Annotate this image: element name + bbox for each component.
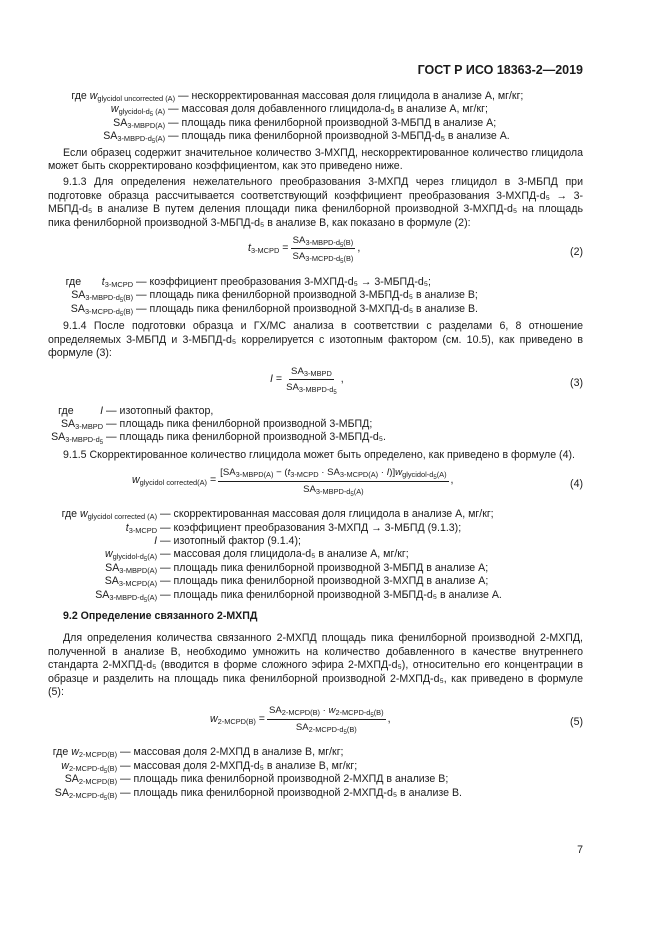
- paragraph: 9.1.5 Скорректированное количество глицидола может быть определено, как приведено в формуле (4).: [63, 448, 575, 461]
- equation-number: (3): [570, 376, 583, 389]
- definition-row: $t_{3-MCPD}$ — коэффициент преобразования 3-МХПД → 3-МБПД (9.1.3);: [125, 521, 462, 535]
- equation-number: (5): [570, 716, 583, 729]
- definition-row: $SA_{3-MBPD-d_5(B)}$ — площадь пика фенилборной производной 3-МБПД-d₅ в анализе В;: [71, 289, 478, 305]
- paragraph: Если образец содержит значительное количество 3-МХПД, нескорректированное количество глицидола может быть скорректировано коэффициентом, как это приведено ниже.: [48, 146, 583, 173]
- definition-row: $w_{glycidol-d_5 (A)}$ — массовая доля добавленного глицидола-$d_5$ в анализе А, мг/кг;: [110, 103, 488, 119]
- definition-row: где $w_{2-MCPD(B)}$ — массовая доля 2-МХПД в анализе В, мг/кг;: [52, 746, 344, 760]
- definition-row: I — изотопный фактор (9.1.4);: [154, 534, 301, 547]
- definition-row: $w_{2-MCPD-d_5(B)}$ — массовая доля 2-МХПД-d₅ в анализе В, мг/кг;: [61, 759, 358, 775]
- formula-2: $t_{3-MCPD}$ = $\frac{SA_{3-MBPD-d_5(B)}}{SA_{3-MCPD-d_5(B)}}$ , (2): [248, 235, 583, 266]
- definition-row: $w_{glycidol-d_5(A)}$ — массовая доля глицидола-d₅ в анализе А, мг/кг;: [104, 548, 409, 564]
- document-id: ГОСТ Р ИСО 18363-2—2019: [417, 63, 583, 77]
- definition-row: $SA_{3-MBPD(A)}$ — площадь пика фенилборной производной 3-МБПД в анализе А;: [113, 116, 497, 130]
- definition-row: $SA_{3-MCPD-d_5(B)}$ — площадь пика фенилборной производной 3-МХПД-d₅ в анализе В.: [70, 302, 478, 318]
- paragraph: Для определения количества связанного 2-МХПД площадь пика фенилборной производной 2-МХПД, полученной в анализе В, необходимо умножить на количество добавленного в качестве внутреннего стандарта 2-МХПД-d₅ (вводится в форме сложного эфира 2-МХПД-d₅), относительно его концентрации в образце и разделить на площадь пика фенилборной производной 2-МХПД-d₅, как приведено в формуле (5):: [48, 632, 583, 698]
- formula-5: $w_{2-MCPD(B)}$ = $\frac{SA_{2-MCPD(B)} \cdot w_{2-MCPD-d_5(B)}}{SA_{2-MCPD-d_5(B)}}$ , (5): [210, 705, 583, 736]
- definition-row: $SA_{3-MBPD-d_5(A)}$ — площадь пика фенилборной производной $3-МБПД-d_5$ в анализе А.: [103, 130, 510, 146]
- definition-row: $SA_{3-MBPD(A)}$ — площадь пика фенилборной производной 3-МБПД в анализе А;: [105, 561, 489, 575]
- definition-row: $SA_{3-MBPD-d_5}$ — площадь пика фенилборной производной 3-МБПД-d₅.: [51, 431, 386, 447]
- equation-number: (2): [570, 246, 583, 259]
- paragraph: 9.1.4 После подготовки образца и ГХ/МС анализа в соответствии с разделами 6, 8 отношение определяемых 3-МБПД и 3-МБПД-d₅ коррелируется с изотопным фактором (см. 10.5), как приведено в формуле (3):: [48, 320, 583, 360]
- definition-row: где $t_{3-MCPD}$ — коэффициент преобразования 3-МХПД-d₅ → 3-МБПД-d₅;: [65, 276, 431, 290]
- formula-3: I = $\frac{SA_{3-MBPD}}{SA_{3-MBPD-d_5}}$ , (3): [270, 365, 583, 396]
- formula-4: $w_{glycidol corrected(A)}$ = $\frac{[SA_{3-MBPD(A)} - (t_{3-MCPD} \cdot SA_{3-MCPD(A)} \cdot I)]w_{glycidol-d_5(A)}}{SA_{3-MBPD-d_5(A)}}$ , (4): [132, 467, 583, 498]
- definition-row: где I — изотопный фактор,: [58, 404, 214, 417]
- definition-row: $SA_{2-MCPD(B)}$ — площадь пика фенилборной производной 2-МХПД в анализе В;: [64, 773, 449, 787]
- definition-row: $SA_{2-MCPD-d_5(B)}$ — площадь пика фенилборной производной 2-МХПД-d₅ в анализе В.: [54, 786, 462, 802]
- definition-row: $SA_{3-MCPD(A)}$ — площадь пика фенилборной производной 3-МХПД в анализе А;: [104, 575, 489, 589]
- definition-row: где $w_{glycidol uncorrected (A)}$ — нескорректированная массовая доля глицидола в анализе А, мг/кг;: [71, 90, 524, 103]
- equation-number: (4): [570, 478, 583, 491]
- page-body: [48, 90, 583, 800]
- definition-row: где $w_{glycidol corrected (A)}$ — скорректированная массовая доля глицидола в анализе А, мг/кг;: [61, 508, 494, 522]
- definition-row: $SA_{3-MBPD}$ — площадь пика фенилборной производной 3-МБПД;: [60, 417, 373, 431]
- section-heading: 9.2 Определение связанного 2-МХПД: [63, 609, 258, 622]
- page-number: 7: [577, 844, 583, 856]
- paragraph: 9.1.3 Для определения нежелательного преобразования 3-МХПД через глицидол в 3-МБПД при подготовке образца рассчитывается соответствующий коэффициент преобразования 3-МХПД-d₅ → 3-МБПД-d₅ в анализе В путем деления площади пика фенилборной производной 3-МХПД-d₅ на площадь пика фенилборной производной 3-МБПД-d₅ в анализе В, как показано в формуле (2):: [48, 176, 583, 229]
- definition-row: $SA_{3-MBPD-d_5(A)}$ — площадь пика фенилборной производной 3-МБПД-d₅ в анализе А.: [95, 588, 502, 604]
